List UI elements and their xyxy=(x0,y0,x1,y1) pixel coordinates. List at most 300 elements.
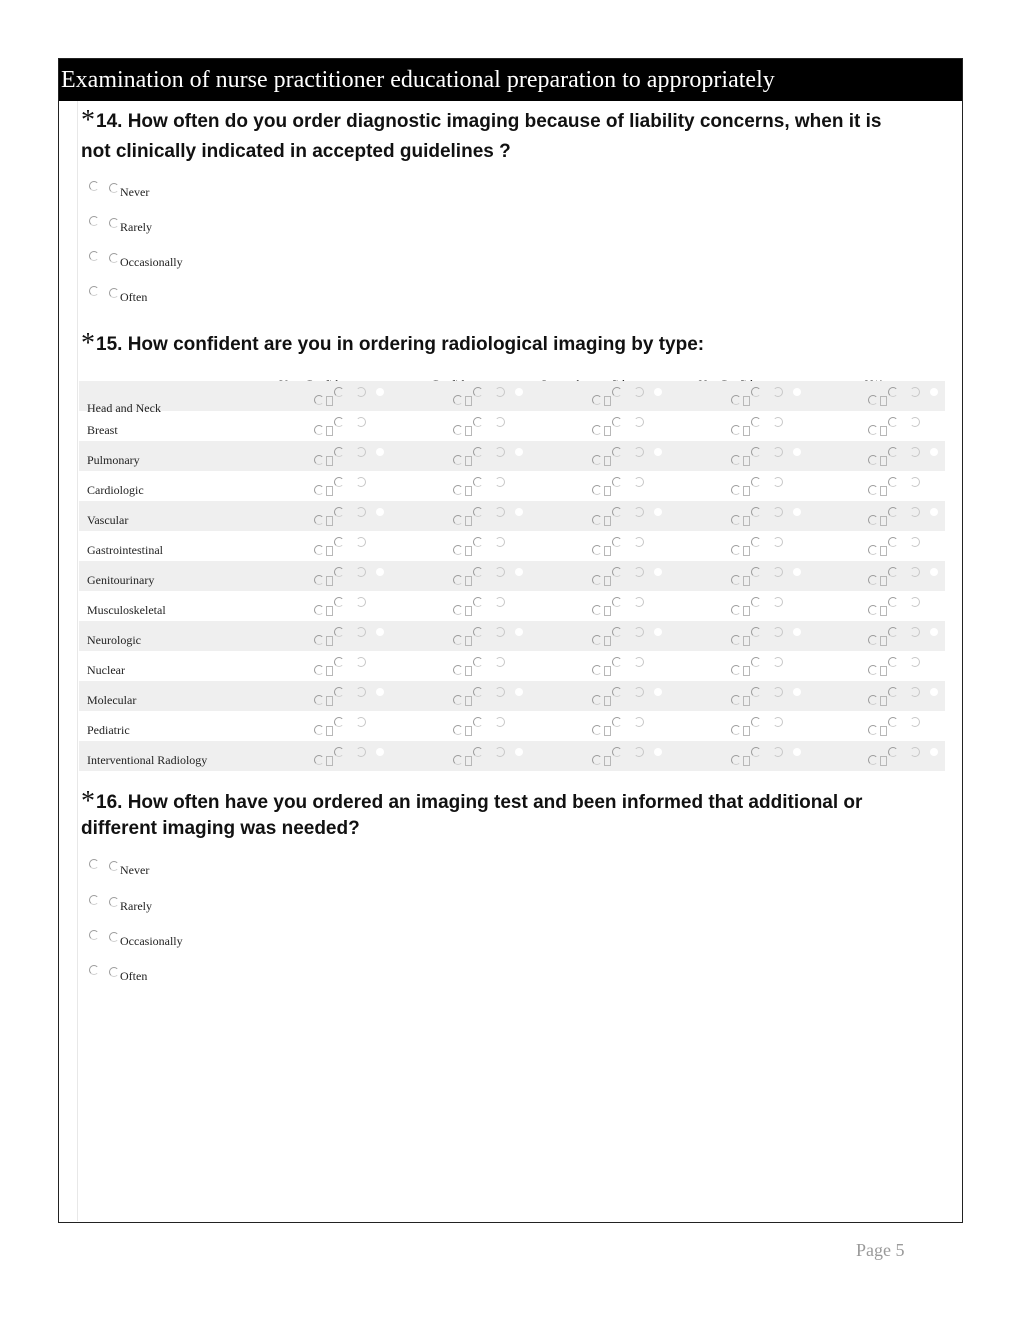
matrix-radio-cell[interactable] xyxy=(731,381,811,411)
radio-icon[interactable] xyxy=(495,717,505,727)
radio-icon[interactable] xyxy=(612,477,622,487)
radio-icon[interactable] xyxy=(888,627,898,637)
radio-icon[interactable] xyxy=(751,417,761,427)
radio-icon[interactable] xyxy=(314,455,324,465)
radio-icon[interactable] xyxy=(888,597,898,607)
matrix-radio-cell[interactable] xyxy=(314,441,394,471)
radio-icon[interactable] xyxy=(731,695,741,705)
matrix-radio-cell[interactable] xyxy=(314,591,394,621)
matrix-radio-cell[interactable] xyxy=(868,381,948,411)
radio-icon[interactable] xyxy=(612,387,622,397)
radio-icon[interactable] xyxy=(612,597,622,607)
radio-icon[interactable] xyxy=(314,575,324,585)
radio-icon[interactable] xyxy=(109,932,119,942)
radio-icon[interactable] xyxy=(910,477,920,487)
radio-icon[interactable] xyxy=(473,507,483,517)
matrix-radio-cell[interactable] xyxy=(592,621,672,651)
radio-icon[interactable] xyxy=(751,507,761,517)
radio-icon[interactable] xyxy=(731,395,741,405)
radio-icon[interactable] xyxy=(731,485,741,495)
radio-icon[interactable] xyxy=(773,687,783,697)
radio-icon[interactable] xyxy=(773,387,783,397)
radio-icon[interactable] xyxy=(453,635,463,645)
matrix-radio-cell[interactable] xyxy=(592,681,672,711)
radio-icon[interactable] xyxy=(751,687,761,697)
checkbox-glyph-icon xyxy=(604,426,611,436)
checkbox-glyph-icon xyxy=(880,396,887,406)
radio-icon[interactable] xyxy=(731,575,741,585)
radio-icon[interactable] xyxy=(910,567,920,577)
radio-icon[interactable] xyxy=(109,967,119,977)
dot-icon xyxy=(654,388,662,396)
radio-icon[interactable] xyxy=(634,717,644,727)
radio-icon[interactable] xyxy=(751,747,761,757)
radio-icon[interactable] xyxy=(89,930,99,940)
dot-icon xyxy=(376,388,384,396)
radio-icon[interactable] xyxy=(868,485,878,495)
matrix-radio-cell[interactable] xyxy=(592,711,672,741)
matrix-radio-cell[interactable] xyxy=(868,621,948,651)
matrix-radio-cell[interactable] xyxy=(868,651,948,681)
radio-icon[interactable] xyxy=(473,747,483,757)
radio-icon[interactable] xyxy=(473,387,483,397)
radio-icon[interactable] xyxy=(612,417,622,427)
matrix-row xyxy=(79,651,945,681)
radio-icon[interactable] xyxy=(773,507,783,517)
matrix-radio-cell[interactable] xyxy=(453,651,533,681)
radio-icon[interactable] xyxy=(356,747,366,757)
radio-icon[interactable] xyxy=(356,387,366,397)
radio-icon[interactable] xyxy=(634,687,644,697)
radio-icon[interactable] xyxy=(89,251,99,261)
checkbox-glyph-icon xyxy=(465,516,472,526)
matrix-radio-cell[interactable] xyxy=(453,621,533,651)
radio-icon[interactable] xyxy=(592,485,602,495)
radio-icon[interactable] xyxy=(89,859,99,869)
matrix-radio-cell[interactable] xyxy=(868,411,948,441)
radio-icon[interactable] xyxy=(109,288,119,298)
radio-icon[interactable] xyxy=(910,417,920,427)
radio-icon[interactable] xyxy=(634,747,644,757)
radio-icon[interactable] xyxy=(888,657,898,667)
radio-icon[interactable] xyxy=(868,455,878,465)
matrix-radio-cell[interactable] xyxy=(731,711,811,741)
radio-icon[interactable] xyxy=(473,417,483,427)
matrix-radio-cell[interactable] xyxy=(592,441,672,471)
radio-icon[interactable] xyxy=(773,447,783,457)
matrix-radio-cell[interactable] xyxy=(453,411,533,441)
radio-icon[interactable] xyxy=(612,657,622,667)
radio-icon[interactable] xyxy=(773,567,783,577)
radio-icon[interactable] xyxy=(612,687,622,697)
matrix-radio-cell[interactable] xyxy=(314,651,394,681)
matrix-radio-cell[interactable] xyxy=(868,591,948,621)
radio-icon[interactable] xyxy=(473,567,483,577)
radio-icon[interactable] xyxy=(495,477,505,487)
radio-icon[interactable] xyxy=(334,747,344,757)
matrix-radio-cell[interactable] xyxy=(592,651,672,681)
radio-icon[interactable] xyxy=(868,545,878,555)
radio-icon[interactable] xyxy=(773,717,783,727)
matrix-radio-cell[interactable] xyxy=(731,651,811,681)
radio-icon[interactable] xyxy=(773,597,783,607)
radio-icon[interactable] xyxy=(634,567,644,577)
radio-icon[interactable] xyxy=(773,477,783,487)
radio-icon[interactable] xyxy=(473,657,483,667)
matrix-radio-cell[interactable] xyxy=(868,501,948,531)
radio-icon[interactable] xyxy=(334,447,344,457)
matrix-radio-cell[interactable] xyxy=(314,711,394,741)
radio-icon[interactable] xyxy=(731,425,741,435)
radio-icon[interactable] xyxy=(751,387,761,397)
radio-icon[interactable] xyxy=(473,717,483,727)
matrix-radio-cell[interactable] xyxy=(731,411,811,441)
radio-icon[interactable] xyxy=(356,597,366,607)
checkbox-glyph-icon xyxy=(326,756,333,766)
required-asterisk: * xyxy=(81,105,95,136)
radio-icon[interactable] xyxy=(910,387,920,397)
radio-icon[interactable] xyxy=(634,447,644,457)
radio-icon[interactable] xyxy=(868,575,878,585)
radio-icon[interactable] xyxy=(334,507,344,517)
radio-icon[interactable] xyxy=(473,477,483,487)
radio-icon[interactable] xyxy=(453,695,463,705)
radio-icon[interactable] xyxy=(634,507,644,517)
radio-icon[interactable] xyxy=(453,575,463,585)
radio-icon[interactable] xyxy=(592,515,602,525)
radio-icon[interactable] xyxy=(910,507,920,517)
matrix-radio-cell[interactable] xyxy=(314,741,394,771)
radio-icon[interactable] xyxy=(868,395,878,405)
radio-icon[interactable] xyxy=(634,387,644,397)
radio-icon[interactable] xyxy=(612,747,622,757)
radio-icon[interactable] xyxy=(612,717,622,727)
dot-icon xyxy=(515,688,523,696)
radio-icon[interactable] xyxy=(334,687,344,697)
radio-icon[interactable] xyxy=(314,605,324,615)
matrix-radio-cell[interactable] xyxy=(453,381,533,411)
radio-icon[interactable] xyxy=(314,425,324,435)
radio-icon[interactable] xyxy=(495,417,505,427)
radio-icon[interactable] xyxy=(356,477,366,487)
radio-icon[interactable] xyxy=(473,687,483,697)
radio-icon[interactable] xyxy=(731,665,741,675)
matrix-radio-cell[interactable] xyxy=(453,531,533,561)
matrix-radio-cell[interactable] xyxy=(731,561,811,591)
matrix-radio-cell[interactable] xyxy=(592,381,672,411)
radio-icon[interactable] xyxy=(634,417,644,427)
matrix-radio-cell[interactable] xyxy=(592,411,672,441)
radio-icon[interactable] xyxy=(868,695,878,705)
radio-icon[interactable] xyxy=(751,447,761,457)
radio-icon[interactable] xyxy=(612,567,622,577)
matrix-radio-cell[interactable] xyxy=(731,501,811,531)
radio-icon[interactable] xyxy=(356,717,366,727)
radio-icon[interactable] xyxy=(453,665,463,675)
radio-icon[interactable] xyxy=(634,627,644,637)
radio-icon[interactable] xyxy=(495,387,505,397)
radio-icon[interactable] xyxy=(334,627,344,637)
radio-icon[interactable] xyxy=(334,537,344,547)
radio-icon[interactable] xyxy=(592,545,602,555)
radio-icon[interactable] xyxy=(868,425,878,435)
radio-icon[interactable] xyxy=(634,477,644,487)
dot-icon xyxy=(793,688,801,696)
radio-icon[interactable] xyxy=(751,537,761,547)
matrix-radio-cell[interactable] xyxy=(592,591,672,621)
radio-icon[interactable] xyxy=(334,417,344,427)
checkbox-glyph-icon xyxy=(880,606,887,616)
matrix-radio-cell[interactable] xyxy=(314,381,394,411)
matrix-radio-cell[interactable] xyxy=(868,441,948,471)
radio-icon[interactable] xyxy=(334,387,344,397)
radio-icon[interactable] xyxy=(473,627,483,637)
radio-icon[interactable] xyxy=(453,485,463,495)
radio-icon[interactable] xyxy=(910,657,920,667)
radio-icon[interactable] xyxy=(314,395,324,405)
matrix-radio-cell[interactable] xyxy=(731,621,811,651)
checkbox-glyph-icon xyxy=(880,636,887,646)
radio-icon[interactable] xyxy=(495,747,505,757)
radio-icon[interactable] xyxy=(731,605,741,615)
radio-icon[interactable] xyxy=(356,507,366,517)
radio-icon[interactable] xyxy=(888,417,898,427)
radio-icon[interactable] xyxy=(751,657,761,667)
matrix-radio-cell[interactable] xyxy=(592,501,672,531)
radio-icon[interactable] xyxy=(356,627,366,637)
dot-icon xyxy=(515,628,523,636)
matrix-radio-cell[interactable] xyxy=(314,411,394,441)
radio-icon[interactable] xyxy=(453,455,463,465)
radio-icon[interactable] xyxy=(910,717,920,727)
radio-icon[interactable] xyxy=(868,635,878,645)
radio-icon[interactable] xyxy=(356,657,366,667)
matrix-radio-cell[interactable] xyxy=(868,681,948,711)
dot-icon xyxy=(376,748,384,756)
radio-icon[interactable] xyxy=(495,627,505,637)
radio-icon[interactable] xyxy=(751,717,761,727)
radio-icon[interactable] xyxy=(334,477,344,487)
matrix-radio-cell[interactable] xyxy=(731,681,811,711)
radio-icon[interactable] xyxy=(356,687,366,697)
radio-icon[interactable] xyxy=(888,717,898,727)
matrix-radio-cell[interactable] xyxy=(592,561,672,591)
matrix-radio-cell[interactable] xyxy=(731,741,811,771)
checkbox-glyph-icon xyxy=(465,636,472,646)
matrix-radio-cell[interactable] xyxy=(314,501,394,531)
dot-icon xyxy=(930,448,938,456)
radio-icon[interactable] xyxy=(773,417,783,427)
radio-icon[interactable] xyxy=(592,425,602,435)
radio-icon[interactable] xyxy=(495,597,505,607)
radio-icon[interactable] xyxy=(495,507,505,517)
radio-icon[interactable] xyxy=(89,216,99,226)
radio-icon[interactable] xyxy=(495,657,505,667)
radio-icon[interactable] xyxy=(592,605,602,615)
radio-icon[interactable] xyxy=(888,567,898,577)
radio-icon[interactable] xyxy=(314,515,324,525)
radio-icon[interactable] xyxy=(314,665,324,675)
radio-icon[interactable] xyxy=(731,725,741,735)
radio-icon[interactable] xyxy=(751,597,761,607)
radio-icon[interactable] xyxy=(888,537,898,547)
matrix-radio-cell[interactable] xyxy=(314,681,394,711)
matrix-radio-cell[interactable] xyxy=(314,531,394,561)
radio-icon[interactable] xyxy=(634,657,644,667)
radio-icon[interactable] xyxy=(334,597,344,607)
radio-icon[interactable] xyxy=(109,253,119,263)
radio-icon[interactable] xyxy=(773,657,783,667)
radio-icon[interactable] xyxy=(731,635,741,645)
radio-icon[interactable] xyxy=(773,537,783,547)
radio-icon[interactable] xyxy=(473,537,483,547)
radio-icon[interactable] xyxy=(109,897,119,907)
radio-icon[interactable] xyxy=(592,395,602,405)
radio-icon[interactable] xyxy=(314,755,324,765)
radio-icon[interactable] xyxy=(751,567,761,577)
radio-icon[interactable] xyxy=(453,395,463,405)
radio-icon[interactable] xyxy=(910,627,920,637)
radio-icon[interactable] xyxy=(89,286,99,296)
checkbox-glyph-icon xyxy=(326,486,333,496)
matrix-radio-cell[interactable] xyxy=(314,561,394,591)
radio-icon[interactable] xyxy=(888,387,898,397)
radio-icon[interactable] xyxy=(356,447,366,457)
radio-icon[interactable] xyxy=(910,597,920,607)
radio-icon[interactable] xyxy=(592,635,602,645)
dot-icon xyxy=(793,508,801,516)
q16-title-line1: 16. How often have you ordered an imaging test and been informed that additional or xyxy=(96,792,863,813)
radio-icon[interactable] xyxy=(334,717,344,727)
matrix-radio-cell[interactable] xyxy=(731,471,811,501)
matrix-radio-cell[interactable] xyxy=(592,531,672,561)
radio-icon[interactable] xyxy=(634,537,644,547)
radio-icon[interactable] xyxy=(495,537,505,547)
radio-icon[interactable] xyxy=(314,545,324,555)
radio-icon[interactable] xyxy=(868,755,878,765)
radio-icon[interactable] xyxy=(910,447,920,457)
radio-icon[interactable] xyxy=(751,627,761,637)
radio-icon[interactable] xyxy=(453,725,463,735)
matrix-radio-cell[interactable] xyxy=(453,591,533,621)
radio-icon[interactable] xyxy=(473,447,483,457)
radio-icon[interactable] xyxy=(888,447,898,457)
matrix-radio-cell[interactable] xyxy=(592,741,672,771)
radio-icon[interactable] xyxy=(731,755,741,765)
radio-icon[interactable] xyxy=(731,515,741,525)
radio-icon[interactable] xyxy=(314,725,324,735)
radio-icon[interactable] xyxy=(334,567,344,577)
radio-icon[interactable] xyxy=(612,507,622,517)
radio-icon[interactable] xyxy=(453,605,463,615)
radio-icon[interactable] xyxy=(453,755,463,765)
radio-icon[interactable] xyxy=(910,537,920,547)
radio-icon[interactable] xyxy=(773,627,783,637)
radio-icon[interactable] xyxy=(888,477,898,487)
matrix-radio-cell[interactable] xyxy=(314,621,394,651)
radio-icon[interactable] xyxy=(592,575,602,585)
matrix-radio-cell[interactable] xyxy=(868,711,948,741)
radio-icon[interactable] xyxy=(888,747,898,757)
radio-icon[interactable] xyxy=(314,695,324,705)
radio-icon[interactable] xyxy=(612,627,622,637)
radio-icon[interactable] xyxy=(356,567,366,577)
radio-icon[interactable] xyxy=(592,665,602,675)
matrix-radio-cell[interactable] xyxy=(731,591,811,621)
radio-icon[interactable] xyxy=(888,507,898,517)
matrix-radio-cell[interactable] xyxy=(453,741,533,771)
matrix-radio-cell[interactable] xyxy=(453,561,533,591)
radio-icon[interactable] xyxy=(109,218,119,228)
radio-icon[interactable] xyxy=(495,567,505,577)
matrix-row-label: Gastrointestinal xyxy=(87,543,163,557)
radio-icon[interactable] xyxy=(612,537,622,547)
radio-icon[interactable] xyxy=(910,687,920,697)
checkbox-glyph-icon xyxy=(604,726,611,736)
radio-icon[interactable] xyxy=(888,687,898,697)
radio-icon[interactable] xyxy=(109,183,119,193)
radio-icon[interactable] xyxy=(910,747,920,757)
matrix-radio-cell[interactable] xyxy=(868,561,948,591)
radio-icon[interactable] xyxy=(89,895,99,905)
checkbox-glyph-icon xyxy=(880,426,887,436)
matrix-radio-cell[interactable] xyxy=(731,441,811,471)
radio-icon[interactable] xyxy=(453,545,463,555)
matrix-radio-cell[interactable] xyxy=(453,501,533,531)
radio-icon[interactable] xyxy=(592,755,602,765)
radio-icon[interactable] xyxy=(314,635,324,645)
matrix-radio-cell[interactable] xyxy=(453,681,533,711)
radio-icon[interactable] xyxy=(868,515,878,525)
radio-icon[interactable] xyxy=(453,425,463,435)
radio-icon[interactable] xyxy=(592,695,602,705)
radio-icon[interactable] xyxy=(356,417,366,427)
radio-icon[interactable] xyxy=(868,665,878,675)
radio-icon[interactable] xyxy=(89,181,99,191)
matrix-radio-cell[interactable] xyxy=(868,741,948,771)
radio-icon[interactable] xyxy=(731,455,741,465)
radio-icon[interactable] xyxy=(612,447,622,457)
radio-icon[interactable] xyxy=(751,477,761,487)
radio-icon[interactable] xyxy=(334,657,344,667)
matrix-radio-cell[interactable] xyxy=(453,711,533,741)
matrix-radio-cell[interactable] xyxy=(314,471,394,501)
radio-icon[interactable] xyxy=(109,861,119,871)
option-label: Often xyxy=(120,969,148,983)
radio-icon[interactable] xyxy=(495,687,505,697)
radio-icon[interactable] xyxy=(731,545,741,555)
radio-icon[interactable] xyxy=(592,455,602,465)
radio-icon[interactable] xyxy=(868,725,878,735)
radio-icon[interactable] xyxy=(592,725,602,735)
radio-icon[interactable] xyxy=(89,965,99,975)
radio-icon[interactable] xyxy=(495,447,505,457)
radio-icon[interactable] xyxy=(634,597,644,607)
radio-icon[interactable] xyxy=(473,597,483,607)
matrix-radio-cell[interactable] xyxy=(868,531,948,561)
matrix-radio-cell[interactable] xyxy=(453,471,533,501)
matrix-radio-cell[interactable] xyxy=(731,531,811,561)
radio-icon[interactable] xyxy=(314,485,324,495)
matrix-radio-cell[interactable] xyxy=(592,471,672,501)
radio-icon[interactable] xyxy=(868,605,878,615)
matrix-radio-cell[interactable] xyxy=(453,441,533,471)
radio-icon[interactable] xyxy=(773,747,783,757)
radio-icon[interactable] xyxy=(356,537,366,547)
radio-icon[interactable] xyxy=(453,515,463,525)
checkbox-glyph-icon xyxy=(604,546,611,556)
matrix-radio-cell[interactable] xyxy=(868,471,948,501)
